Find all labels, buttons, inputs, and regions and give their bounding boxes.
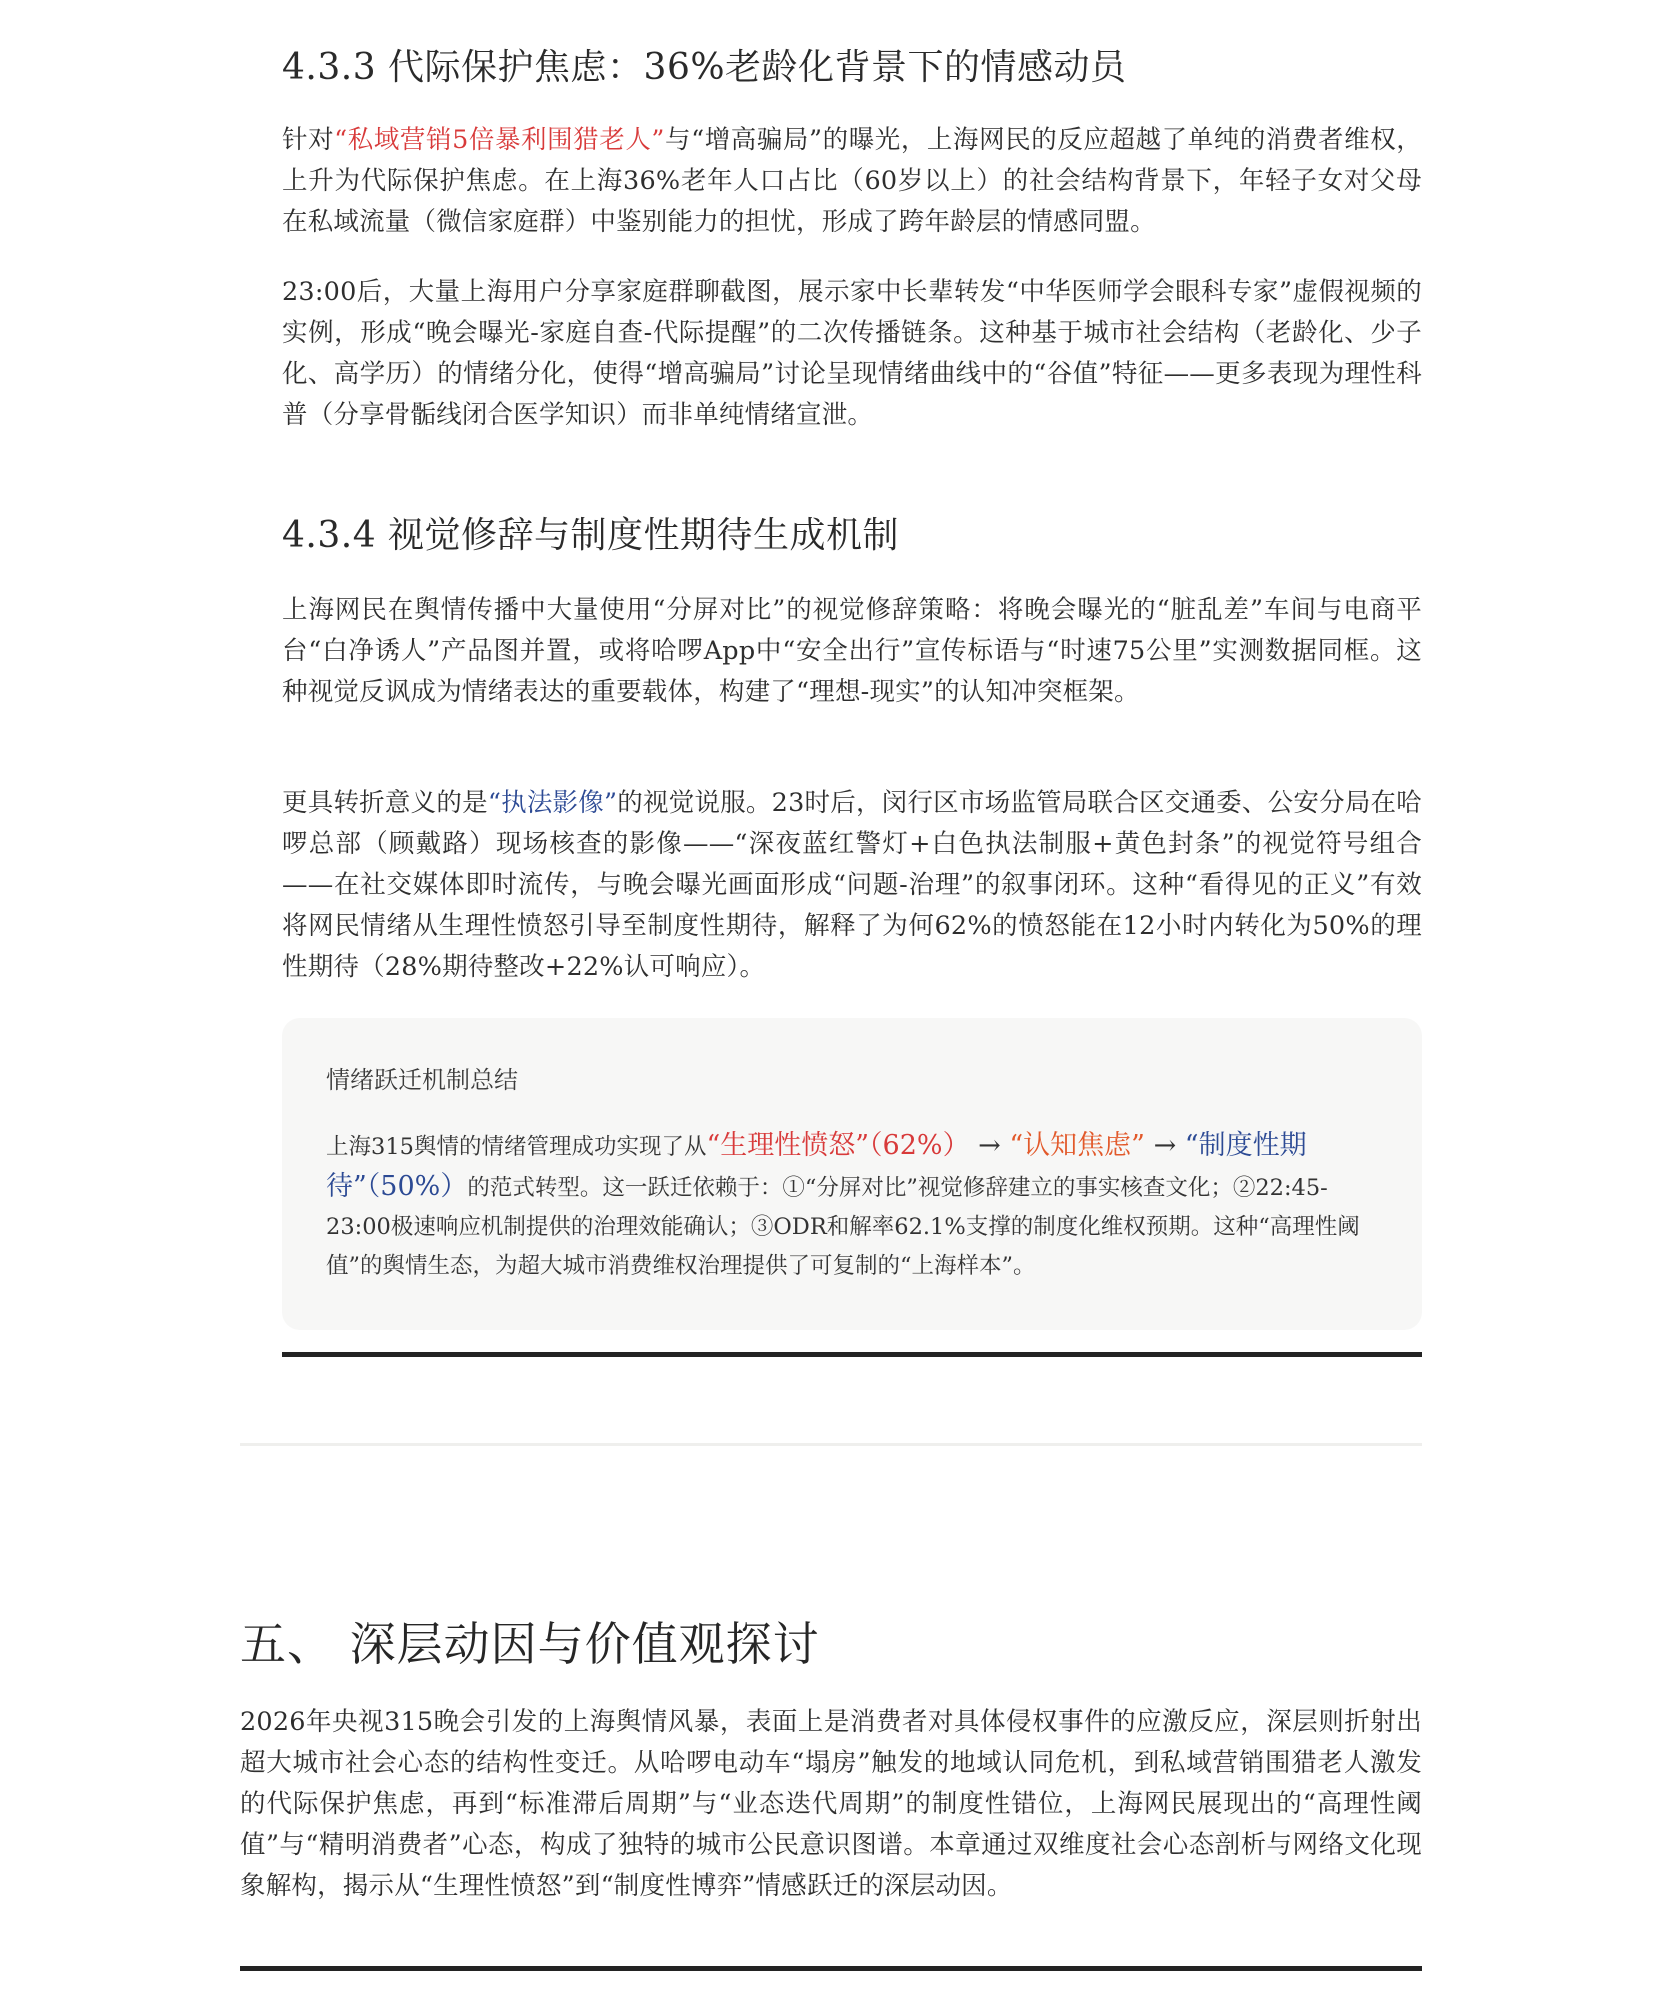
chapter-divider-dark bbox=[240, 1966, 1422, 1971]
section-4-3-3 bbox=[282, 42, 1422, 94]
chapter-5-intro bbox=[240, 1702, 1422, 1907]
chapter-title: 五、 深层动因与价值观探讨 bbox=[240, 1617, 820, 1671]
text-segment: 上海315舆情的情绪管理成功实现了从 bbox=[326, 1134, 707, 1160]
arrow-icon: → bbox=[969, 1130, 1010, 1161]
section-4-3-4 bbox=[282, 510, 1422, 562]
text-segment: 的视觉说服。23时后，闵行区市场监管局联合区交通委、公安分局在哈啰总部（顾戴路）现场核查的影像——“深夜蓝红警灯+白色执法制服+黄色封条”的视觉符号组合——在社交媒体即时流传，与晚会曝光画面形成“问题-治理”的叙事闭环。这种“看得见的正义”有效将网民情绪从生理性愤怒引导至制度性期待，解释了为何62%的愤怒能在12小时内转化为50%的理性期待（28%期待整改+22%认可响应）。 bbox=[282, 788, 1422, 982]
section-title: 4.3.4 视觉修辞与制度性期待生成机制 bbox=[282, 515, 900, 556]
text-segment: 的范式转型。这一跃迁依赖于：①“分屏对比”视觉修辞建立的事实核查文化；②22:45-23:00极速响应机制提供的治理效能确认；③ODR和解率62.1%支撑的制度化维权预期。这种“高理性阈值”的舆情生态，为超大城市消费维权治理提供了可复制的“上海样本”。 bbox=[326, 1175, 1360, 1279]
callout-title: 情绪跃迁机制总结 bbox=[326, 1066, 518, 1094]
paragraph bbox=[282, 120, 1422, 243]
highlight-blue-text: “执法影像” bbox=[487, 788, 618, 818]
section-4-3-3-paragraph-1 bbox=[282, 120, 1422, 243]
page-divider-light bbox=[240, 1443, 1422, 1446]
text-segment: 与“增高骗局”的曝光，上海网民的反应超越了单纯的消费者维权，上升为代际保护焦虑。在上海36%老年人口占比（60岁以上）的社会结构背景下，年轻子女对父母在私域流量（微信家庭群）中鉴别能力的担忧，形成了跨年龄层的情感同盟。 bbox=[282, 125, 1422, 237]
section-divider-dark bbox=[282, 1352, 1422, 1357]
text-segment: 更具转折意义的是 bbox=[282, 788, 488, 818]
stage-expectation-text: “制度性期待”（50%） bbox=[326, 1130, 1307, 1202]
section-4-3-4-paragraph-1 bbox=[282, 590, 1422, 713]
section-4-3-4-paragraph-2 bbox=[282, 783, 1422, 988]
stage-anxiety-text: “认知焦虑” bbox=[1009, 1130, 1145, 1161]
arrow-icon: → bbox=[1144, 1130, 1185, 1161]
section-title: 4.3.3 代际保护焦虑：36%老龄化背景下的情感动员 bbox=[282, 47, 1127, 88]
highlight-red-text: “私域营销5倍暴利围猎老人” bbox=[334, 125, 665, 155]
paragraph: 上海网民在舆情传播中大量使用“分屏对比”的视觉修辞策略：将晚会曝光的“脏乱差”车间与电商平台“白净诱人”产品图并置，或将哈啰App中“安全出行”宣传标语与“时速75公里”实测数据同框。这种视觉反讽成为情绪表达的重要载体，构建了“理想-现实”的认知冲突框架。 bbox=[282, 595, 1422, 707]
summary-callout bbox=[282, 1018, 1422, 1330]
section-4-3-3-paragraph-2 bbox=[282, 272, 1422, 436]
text-segment: 针对 bbox=[282, 125, 335, 155]
paragraph: 2026年央视315晚会引发的上海舆情风暴，表面上是消费者对具体侵权事件的应激反应，深层则折射出超大城市社会心态的结构性变迁。从哈啰电动车“塌房”触发的地域认同危机，到私域营销围猎老人激发的代际保护焦虑，再到“标准滞后周期”与“业态迭代周期”的制度性错位，上海网民展现出的“高理性阈值”与“精明消费者”心态，构成了独特的城市公民意识图谱。本章通过双维度社会心态剖析与网络文化现象解构，揭示从“生理性愤怒”到“制度性博弈”情感跃迁的深层动因。 bbox=[240, 1707, 1422, 1901]
stage-anger-text: “生理性愤怒”（62%） bbox=[706, 1130, 970, 1161]
paragraph: 23:00后，大量上海用户分享家庭群聊截图，展示家中长辈转发“中华医师学会眼科专家”虚假视频的实例，形成“晚会曝光-家庭自查-代际提醒”的二次传播链条。这种基于城市社会结构（老龄化、少子化、高学历）的情绪分化，使得“增高骗局”讨论呈现情绪曲线中的“谷值”特征——更多表现为理性科普（分享骨骺线闭合医学知识）而非单纯情绪宣泄。 bbox=[282, 277, 1422, 430]
callout-body bbox=[326, 1126, 1376, 1286]
paragraph bbox=[282, 783, 1422, 988]
